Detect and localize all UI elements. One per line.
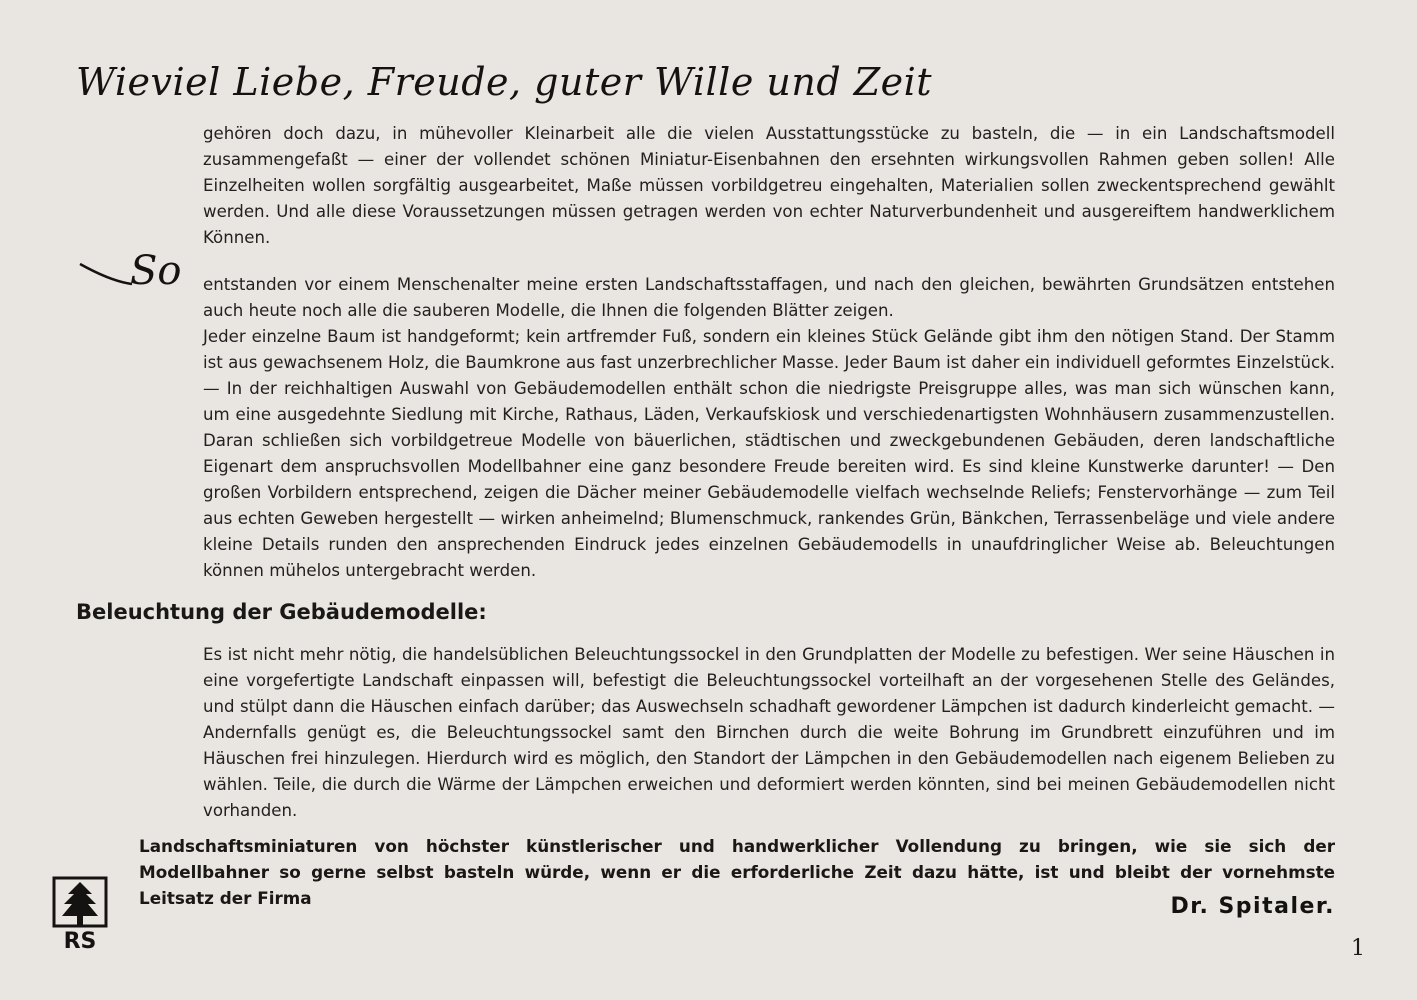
main-paragraph-2: Jeder einzelne Baum ist handgeformt; kein artfremder Fuß, sondern ein kleines Stück Gelände gibt ihm den nötigen Stand. Der Stamm ist aus gewachsenem Holz, die Baumkrone aus fast unzerbrechlicher Masse. Jeder Baum ist daher ein individuell geformtes Einzelstück. — In der reichhaltigen Auswahl von Gebäudemodellen enthält schon die niedrigste Preisgruppe alles, was man sich wünschen kann, um eine ausgedehnte Siedlung mit Kirche, Rathaus, Läden, Verkaufskiosk und verschiedenartigsten Wohnhäusern zusammenzustellen. Daran schließen sich vorbildgetreue Modelle von bäuerlichen, städtischen und zweckgebundenen Gebäuden, deren landschaftliche Eigenart dem anspruchsvollen Modellbahner eine ganz besondere Freude bereiten wird. Es sind kleine Kunstwerke darunter! — Den großen Vorbildern entsprechend, zeigen die Dächer meiner Gebäudemodelle vielfach wechselnde Reliefs; Fenstervorhänge — zum Teil aus echten Geweben hergestellt — wirken anheimelnd; Blumenschmuck, rankendes Grün, Bänkchen, Terrassenbeläge und viele andere kleine Details runden den ansprechenden Eindruck jedes einzelnen Gebäudemodells in unaufdringlicher Weise ab. Beleuchtungen können mühelos untergebracht werden. xyxy=(203,327,1335,580)
logo-text: RS xyxy=(63,929,97,952)
lighting-paragraph: Es ist nicht mehr nötig, die handelsüblichen Beleuchtungssockel in den Grundplatten der Modelle zu befestigen. Wer seine Häuschen in eine vorgefertigte Landschaft einpassen will, befestigt die Beleuchtungssockel vorteilhaft an der vorgesehenen Stelle des Geländes, und stülpt dann die Häuschen einfach darüber; das Auswechseln schadhaft gewordener Lämpchen ist dadurch kinderleicht gemacht. — Andernfalls genügt es, die Beleuchtungssockel samt den Birnchen durch die weite Bohrung im Grundbrett einzuführen und im Häuschen frei hinzulegen. Hierdurch wird es möglich, den Standort der Lämpchen in den Gebäudemodellen nach eigenem Belieben zu wählen. Teile, die durch die Wärme der Lämpchen erweichen und deformiert werden könnten, sind bei meinen Gebäudemodellen nicht vorhanden. xyxy=(203,645,1335,820)
drop-word-swash xyxy=(78,244,188,300)
intro-paragraph: gehören doch dazu, in mühevoller Kleinarbeit alle die vielen Ausstattungsstücke zu basteln, die — in ein Landschaftsmodell zusammengefaßt — einer der vollendet schönen Miniatur-Eisenbahnen den ersehnten wirkungsvollen Rahmen geben sollen! Alle Einzelheiten wollen sorgfältig ausgearbeitet, Maße müssen vorbildgetreu eingehalten, Materialien sollen zweckentsprechend gewählt werden. Und alle diese Voraussetzungen müssen getragen werden von echter Naturverbundenheit und ausgereiftem handwerklichem Können. xyxy=(203,124,1335,247)
page-number: 1 xyxy=(1351,936,1365,961)
page-heading: Wieviel Liebe, Freude, guter Wille und Zeit xyxy=(76,60,933,104)
section-heading: Beleuchtung der Gebäudemodelle: xyxy=(76,600,487,624)
drop-word: So xyxy=(130,248,182,294)
tree-logo-icon xyxy=(52,876,108,952)
main-paragraph-1: entstanden vor einem Menschenalter meine ersten Landschaftsstaffagen, und nach den gleichen, bewährten Grundsätzen entstehen auch heute noch alle die sauberen Modelle, die Ihnen die folgenden Blätter zeigen. xyxy=(203,275,1335,320)
closing-statement: Landschaftsminiaturen von höchster künstlerischer und handwerklicher Vollendung zu bringen, wie sie sich der Modellbahner so gerne selbst basteln würde, wenn er die erforderliche Zeit dazu hätte, ist und bleibt der vornehmste Leitsatz der Firma xyxy=(139,836,1335,908)
signature: Dr. Spitaler. xyxy=(1170,894,1335,919)
main-text xyxy=(203,272,1335,584)
